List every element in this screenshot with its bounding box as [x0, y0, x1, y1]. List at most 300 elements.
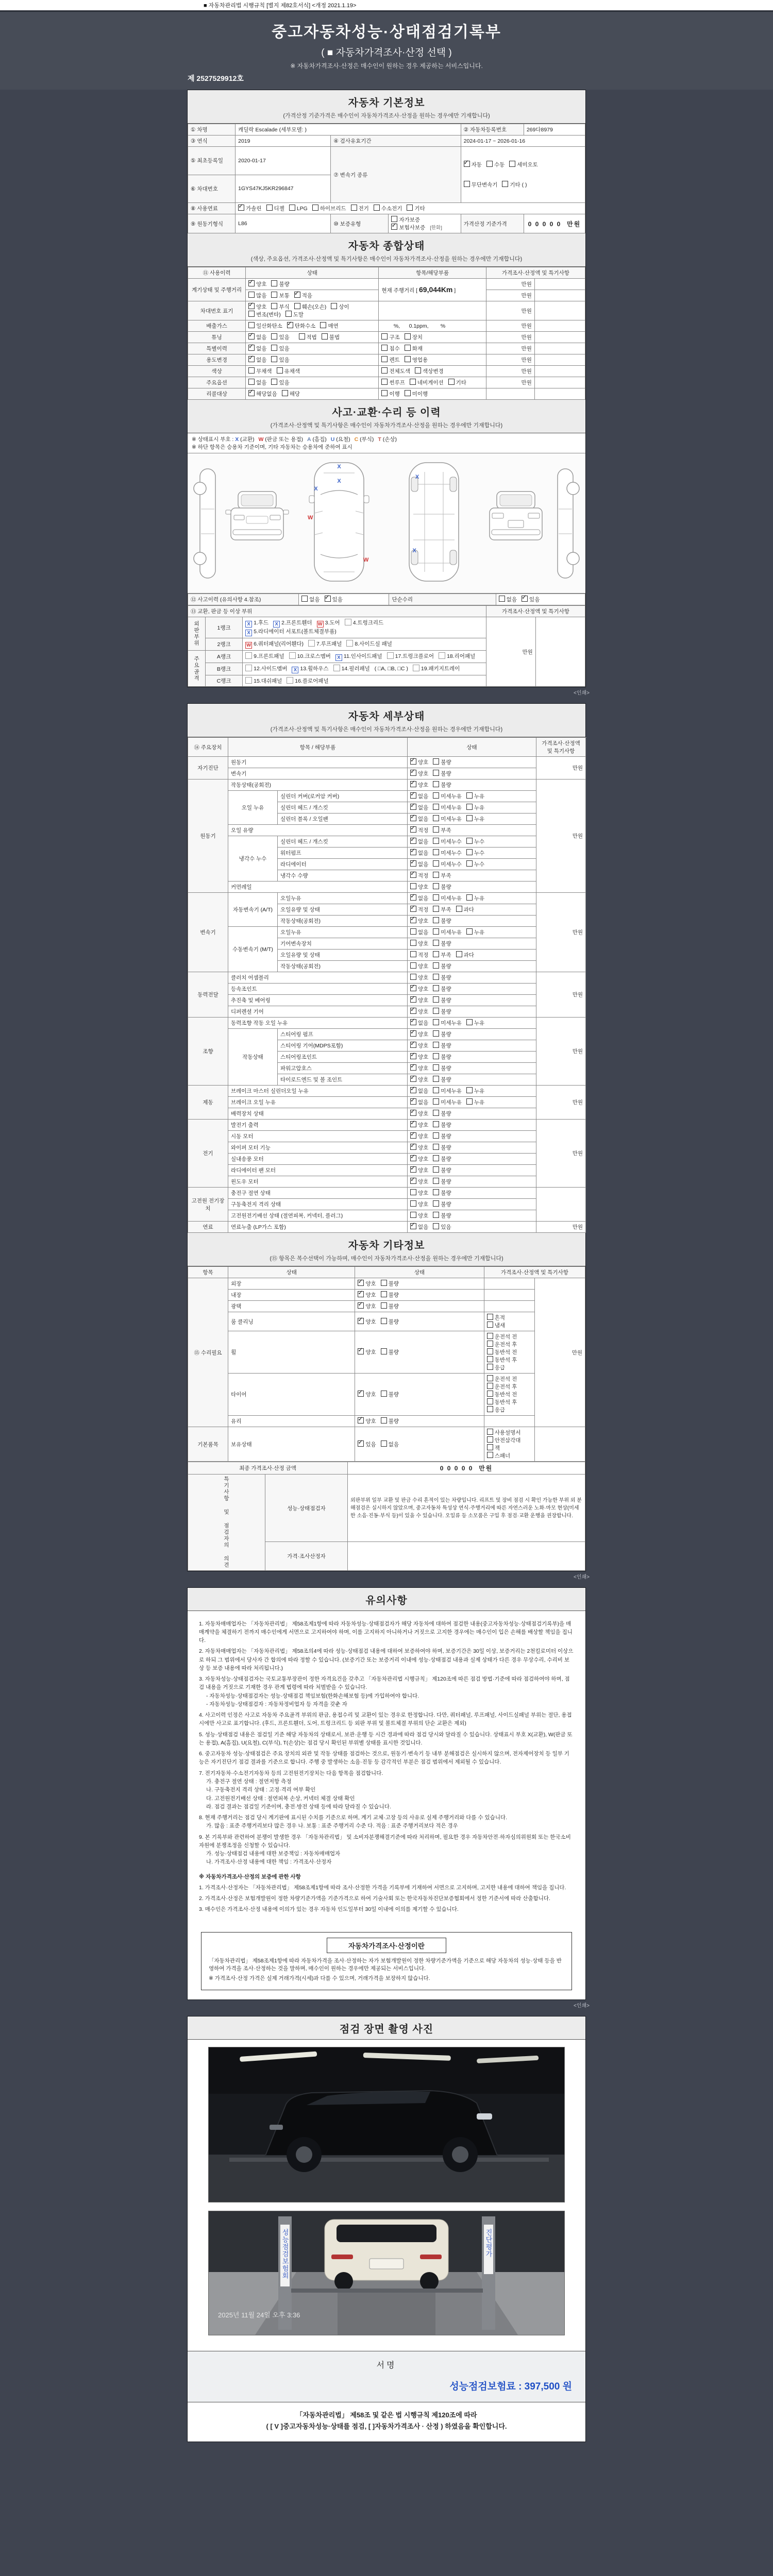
checkbox-box[interactable]: [487, 1341, 493, 1347]
checkbox[interactable]: 불법: [322, 333, 340, 341]
mark-box[interactable]: [346, 640, 353, 647]
checkbox[interactable]: 잭: [487, 1444, 500, 1452]
mark-box[interactable]: [439, 652, 445, 659]
mark-box[interactable]: X: [335, 654, 342, 661]
checkbox[interactable]: 불량: [433, 1200, 451, 1208]
checkbox-box[interactable]: [410, 1212, 416, 1218]
checkbox[interactable]: 색상변경: [415, 367, 444, 375]
checkbox[interactable]: 없음: [410, 928, 428, 936]
part-checkbox[interactable]: 12.사이드멤버: [245, 665, 287, 672]
checkbox-box[interactable]: [410, 894, 416, 901]
checkbox[interactable]: ✓ 양호: [410, 1155, 428, 1163]
checkbox-box[interactable]: [433, 1053, 439, 1059]
checkbox[interactable]: 미세누수: [433, 860, 462, 868]
checkbox[interactable]: 운전석 후: [487, 1383, 517, 1391]
checkbox[interactable]: ✓ 없음: [248, 356, 266, 364]
checkbox-box[interactable]: [410, 1019, 416, 1025]
checkbox-box[interactable]: [487, 1391, 493, 1397]
checkbox-box[interactable]: [433, 906, 439, 912]
checkbox[interactable]: 수소전기: [374, 205, 402, 212]
checkbox-box[interactable]: [433, 928, 439, 935]
checkbox-box[interactable]: [487, 1429, 493, 1435]
checkbox-box[interactable]: [410, 1008, 416, 1014]
checkbox-box[interactable]: [433, 951, 439, 957]
checkbox[interactable]: ✓자동: [464, 161, 482, 168]
checkbox-box[interactable]: [433, 917, 439, 923]
checkbox-box[interactable]: [433, 974, 439, 980]
checkbox-box[interactable]: [433, 860, 439, 867]
checkbox-box[interactable]: [487, 1364, 493, 1370]
mark-box[interactable]: [287, 677, 293, 684]
checkbox[interactable]: 동반석 전: [487, 1348, 517, 1356]
checkbox[interactable]: 불량: [433, 758, 451, 766]
checkbox[interactable]: 누유: [466, 1087, 484, 1095]
checkbox[interactable]: 장치: [405, 333, 423, 341]
checkbox-box[interactable]: [299, 333, 305, 340]
part-checkbox[interactable]: W 3.도어: [317, 619, 340, 628]
checkbox[interactable]: ✓ 양호: [358, 1291, 376, 1299]
checkbox-box[interactable]: [248, 379, 255, 385]
checkbox[interactable]: 흔적: [487, 1314, 505, 1321]
checkbox-box[interactable]: [358, 1280, 364, 1286]
checkbox-box[interactable]: [294, 303, 300, 309]
checkbox[interactable]: 있음: [271, 379, 289, 386]
checkbox-box[interactable]: [433, 872, 439, 878]
checkbox-box[interactable]: [405, 356, 411, 362]
checkbox-box[interactable]: [466, 894, 473, 901]
checkbox-box[interactable]: [487, 1444, 493, 1450]
checkbox[interactable]: 무단변속기: [464, 181, 498, 189]
checkbox-box[interactable]: [248, 345, 255, 351]
checkbox-box[interactable]: [433, 1064, 439, 1071]
checkbox-box[interactable]: [486, 161, 493, 167]
checkbox-box[interactable]: [248, 292, 255, 298]
checkbox-box[interactable]: [381, 367, 388, 374]
checkbox[interactable]: ✓ 양호: [358, 1280, 376, 1287]
checkbox-box[interactable]: [433, 1189, 439, 1195]
checkbox[interactable]: 도말: [285, 311, 304, 318]
checkbox[interactable]: 기타: [407, 205, 425, 212]
checkbox[interactable]: 동반석 전: [487, 1391, 517, 1398]
checkbox[interactable]: ✓ 없음: [410, 860, 428, 868]
checkbox-box[interactable]: [433, 1121, 439, 1127]
checkbox[interactable]: 누유: [466, 792, 484, 800]
mark-box[interactable]: X: [273, 621, 280, 628]
checkbox[interactable]: ✓ 양호: [410, 1132, 428, 1140]
checkbox-box[interactable]: [410, 1189, 416, 1195]
checkbox[interactable]: 양호: [410, 1189, 428, 1197]
checkbox[interactable]: ✓ 양호: [410, 758, 428, 766]
checkbox-box[interactable]: [271, 333, 277, 340]
checkbox[interactable]: ✓ 양호: [410, 1030, 428, 1038]
checkbox-box[interactable]: [433, 758, 439, 765]
checkbox[interactable]: 불량: [381, 1417, 399, 1425]
checkbox-box[interactable]: [271, 356, 277, 362]
checkbox-box[interactable]: [282, 390, 288, 396]
checkbox-box[interactable]: [410, 1132, 416, 1139]
checkbox[interactable]: 불량: [433, 1189, 451, 1197]
checkbox[interactable]: 불량: [433, 917, 451, 925]
part-checkbox[interactable]: X 11.인사이드패널: [335, 652, 382, 661]
checkbox[interactable]: ✓ 없음: [410, 792, 428, 800]
checkbox-box[interactable]: [331, 303, 337, 309]
checkbox-box[interactable]: [410, 860, 416, 867]
mark-box[interactable]: X: [245, 621, 252, 628]
checkbox-box[interactable]: [410, 1166, 416, 1173]
checkbox-box[interactable]: [415, 367, 421, 374]
checkbox-box[interactable]: [410, 996, 416, 1003]
checkbox[interactable]: 화재: [405, 345, 423, 352]
checkbox-box[interactable]: [433, 1030, 439, 1037]
checkbox-box[interactable]: [248, 333, 255, 340]
checkbox[interactable]: ✓ 없음: [410, 838, 428, 845]
checkbox-box[interactable]: [410, 917, 416, 923]
checkbox[interactable]: ✓ 양호: [410, 1053, 428, 1061]
checkbox[interactable]: 스패너: [487, 1452, 510, 1460]
checkbox[interactable]: 불량: [433, 1053, 451, 1061]
checkbox-box[interactable]: [381, 1417, 387, 1423]
checkbox[interactable]: 적법: [299, 333, 317, 341]
part-checkbox[interactable]: 15.대쉬패널: [245, 677, 282, 685]
checkbox-box[interactable]: [410, 1030, 416, 1037]
checkbox-box[interactable]: [410, 804, 416, 810]
checkbox-box[interactable]: [381, 1348, 387, 1354]
checkbox[interactable]: ✓ 적정: [410, 872, 428, 879]
checkbox[interactable]: ✓ 양호: [358, 1348, 376, 1356]
checkbox[interactable]: ✓ 양호: [410, 917, 428, 925]
checkbox[interactable]: 디젤: [266, 205, 284, 212]
mark-box[interactable]: X: [292, 667, 298, 673]
checkbox[interactable]: ✓ 없음: [410, 1019, 428, 1027]
checkbox[interactable]: 침수: [381, 345, 399, 352]
checkbox-box[interactable]: [433, 1098, 439, 1105]
checkbox[interactable]: ✓ 없음: [410, 1087, 428, 1095]
checkbox[interactable]: ✓ 있음: [358, 1440, 376, 1448]
checkbox-box[interactable]: [381, 379, 388, 385]
checkbox[interactable]: 양호: [410, 974, 428, 981]
checkbox[interactable]: ✓ 없음: [410, 804, 428, 811]
checkbox-box[interactable]: [466, 860, 473, 867]
checkbox-box[interactable]: [248, 356, 255, 362]
checkbox-box[interactable]: [405, 390, 411, 396]
checkbox-box[interactable]: [381, 356, 388, 362]
checkbox[interactable]: ✓ 양호: [410, 1008, 428, 1015]
checkbox-box[interactable]: [466, 1098, 473, 1105]
checkbox[interactable]: 불량: [433, 1155, 451, 1163]
checkbox[interactable]: 동반석 후: [487, 1398, 517, 1406]
checkbox[interactable]: 과다: [456, 951, 474, 959]
checkbox[interactable]: 양호: [410, 940, 428, 947]
checkbox-box[interactable]: [487, 1452, 493, 1458]
checkbox-box[interactable]: [381, 1302, 387, 1309]
checkbox-box[interactable]: [351, 205, 357, 211]
checkbox[interactable]: 이행: [381, 390, 399, 398]
checkbox[interactable]: 누수: [466, 860, 484, 868]
checkbox-box[interactable]: [271, 292, 277, 298]
checkbox[interactable]: ✓ 없음: [410, 894, 428, 902]
checkbox[interactable]: 불량: [433, 1042, 451, 1049]
checkbox-box[interactable]: [238, 205, 244, 211]
checkbox-box[interactable]: [381, 1318, 387, 1324]
checkbox[interactable]: 누유: [466, 1019, 484, 1027]
checkbox[interactable]: 훼손(오손): [294, 303, 327, 311]
checkbox-box[interactable]: [410, 838, 416, 844]
checkbox-box[interactable]: [410, 1042, 416, 1048]
mark-box[interactable]: [387, 652, 394, 659]
mark-box[interactable]: [333, 665, 340, 671]
checkbox[interactable]: ✓ 없음: [410, 1223, 428, 1231]
checkbox[interactable]: 사용설명서: [487, 1429, 521, 1436]
checkbox[interactable]: 렌트: [381, 356, 399, 364]
checkbox[interactable]: ✓ 양호: [410, 1144, 428, 1151]
checkbox-box[interactable]: [289, 205, 295, 211]
checkbox-box[interactable]: [466, 1087, 473, 1093]
checkbox[interactable]: 동반석 후: [487, 1356, 517, 1364]
checkbox[interactable]: 부식: [271, 303, 289, 311]
checkbox[interactable]: 불량: [433, 1076, 451, 1083]
checkbox-box[interactable]: [410, 1110, 416, 1116]
checkbox-box[interactable]: [466, 792, 473, 799]
checkbox-box[interactable]: [381, 345, 388, 351]
checkbox-box[interactable]: [248, 311, 255, 317]
checkbox[interactable]: 세미오토: [509, 161, 538, 168]
checkbox-box[interactable]: [487, 1398, 493, 1404]
checkbox-box[interactable]: [410, 872, 416, 878]
checkbox-box[interactable]: [410, 928, 416, 935]
checkbox-box[interactable]: [381, 1280, 387, 1286]
checkbox[interactable]: 불량: [433, 883, 451, 891]
checkbox-box[interactable]: [466, 804, 473, 810]
checkbox-box[interactable]: [410, 1200, 416, 1207]
checkbox-box[interactable]: [248, 322, 255, 328]
checkbox-box[interactable]: [410, 1121, 416, 1127]
checkbox-box[interactable]: [433, 1008, 439, 1014]
checkbox-box[interactable]: [433, 792, 439, 799]
checkbox-box[interactable]: [410, 758, 416, 765]
checkbox-box[interactable]: [248, 367, 255, 374]
checkbox-box[interactable]: [502, 181, 508, 187]
checkbox[interactable]: 미세누유: [433, 1087, 462, 1095]
checkbox-box[interactable]: [433, 770, 439, 776]
checkbox-box[interactable]: [433, 883, 439, 889]
checkbox[interactable]: ✓ 없음: [410, 815, 428, 823]
checkbox-box[interactable]: [487, 1436, 493, 1443]
checkbox[interactable]: 불량: [381, 1391, 399, 1398]
checkbox[interactable]: ✓ 가솔린: [238, 205, 261, 212]
checkbox-box[interactable]: [266, 205, 273, 211]
checkbox-box[interactable]: [433, 1042, 439, 1048]
checkbox[interactable]: ✓ 양호: [410, 1064, 428, 1072]
checkbox[interactable]: 있음: [271, 345, 289, 352]
checkbox-box[interactable]: [466, 928, 473, 935]
checkbox[interactable]: 불량: [271, 280, 289, 288]
checkbox-box[interactable]: [358, 1348, 364, 1354]
checkbox[interactable]: ✓ 적정: [410, 906, 428, 913]
checkbox-box[interactable]: [381, 1291, 387, 1297]
checkbox-box[interactable]: [410, 883, 416, 889]
checkbox-box[interactable]: [381, 390, 388, 396]
checkbox-box[interactable]: [271, 303, 277, 309]
checkbox[interactable]: 불량: [433, 962, 451, 970]
checkbox[interactable]: ✓ 해당없음: [248, 390, 277, 398]
checkbox[interactable]: 구조: [381, 333, 399, 341]
checkbox[interactable]: 누수: [466, 849, 484, 857]
checkbox-box[interactable]: [487, 1406, 493, 1412]
checkbox-box[interactable]: [433, 804, 439, 810]
checkbox-box[interactable]: [410, 1178, 416, 1184]
checkbox-box[interactable]: [433, 1110, 439, 1116]
checkbox[interactable]: 운전석 후: [487, 1341, 517, 1348]
checkbox[interactable]: 미세누유: [433, 1019, 462, 1027]
checkbox[interactable]: 많음: [248, 292, 266, 299]
checkbox-box[interactable]: [487, 1333, 493, 1339]
checkbox[interactable]: 하이브리드: [312, 205, 346, 212]
checkbox-box[interactable]: [410, 974, 416, 980]
checkbox[interactable]: 부족: [433, 872, 451, 879]
mark-box[interactable]: [245, 665, 252, 671]
checkbox[interactable]: ✓양호: [248, 303, 266, 311]
checkbox[interactable]: 미세누수: [433, 849, 462, 857]
checkbox[interactable]: 불량: [381, 1280, 399, 1287]
checkbox[interactable]: 누수: [466, 838, 484, 845]
checkbox[interactable]: ✓ 없음: [248, 345, 266, 352]
checkbox-box[interactable]: [448, 379, 455, 385]
checkbox[interactable]: 누유: [466, 815, 484, 823]
checkbox[interactable]: 불량: [433, 1212, 451, 1219]
checkbox-box[interactable]: [433, 1155, 439, 1161]
checkbox[interactable]: 불량: [381, 1318, 399, 1326]
mark-box[interactable]: W: [245, 642, 252, 649]
checkbox[interactable]: ✓ 양호: [410, 1121, 428, 1129]
checkbox[interactable]: ✓ 양호: [410, 1178, 428, 1185]
checkbox[interactable]: ✓ 있음: [522, 596, 540, 603]
checkbox-box[interactable]: [410, 1064, 416, 1071]
checkbox-box[interactable]: [322, 333, 328, 340]
checkbox[interactable]: 양호: [410, 962, 428, 970]
part-checkbox[interactable]: X 2.프론트휀더: [273, 619, 312, 628]
checkbox-box[interactable]: [487, 1321, 493, 1328]
checkbox[interactable]: ✓ 양호: [410, 781, 428, 789]
checkbox-box[interactable]: [433, 1200, 439, 1207]
checkbox-box[interactable]: [433, 1166, 439, 1173]
part-checkbox[interactable]: 9.프론트패널: [245, 652, 284, 660]
checkbox-box[interactable]: [466, 849, 473, 855]
checkbox-box[interactable]: [407, 205, 413, 211]
checkbox-box[interactable]: [358, 1440, 364, 1447]
checkbox-box[interactable]: [410, 781, 416, 787]
checkbox[interactable]: 불량: [433, 770, 451, 777]
checkbox[interactable]: 부족: [433, 906, 451, 913]
mark-box[interactable]: [289, 652, 296, 659]
checkbox-box[interactable]: [433, 1019, 439, 1025]
checkbox[interactable]: ✓양호: [248, 280, 266, 288]
checkbox[interactable]: 누유: [466, 1098, 484, 1106]
checkbox[interactable]: 운전석 전: [487, 1375, 517, 1383]
checkbox[interactable]: 있음: [271, 333, 289, 341]
checkbox-box[interactable]: [248, 390, 255, 396]
checkbox-box[interactable]: [410, 1087, 416, 1093]
checkbox-box[interactable]: [487, 1356, 493, 1362]
checkbox-box[interactable]: [487, 1375, 493, 1381]
part-checkbox[interactable]: 17.트렁크플로어: [387, 652, 434, 660]
part-checkbox[interactable]: X 1.후드: [245, 619, 268, 628]
checkbox[interactable]: 누유: [466, 894, 484, 902]
checkbox[interactable]: 있음: [271, 356, 289, 364]
checkbox[interactable]: ✓ 없음: [410, 1098, 428, 1106]
checkbox[interactable]: 불량: [433, 1178, 451, 1185]
checkbox[interactable]: 없음: [248, 379, 266, 386]
checkbox[interactable]: 운전석 전: [487, 1333, 517, 1341]
checkbox-box[interactable]: [410, 826, 416, 833]
checkbox-box[interactable]: [433, 1076, 439, 1082]
checkbox[interactable]: 안전삼각대: [487, 1436, 521, 1444]
checkbox-box[interactable]: [499, 596, 505, 602]
checkbox-box[interactable]: [271, 345, 277, 351]
checkbox[interactable]: 미세누유: [433, 815, 462, 823]
checkbox[interactable]: ✓ 양호: [358, 1391, 376, 1398]
checkbox-box[interactable]: [358, 1391, 364, 1397]
checkbox[interactable]: 불량: [381, 1348, 399, 1356]
checkbox[interactable]: 변조(변타): [248, 311, 281, 318]
checkbox[interactable]: 기타: [448, 379, 466, 386]
checkbox-box[interactable]: [410, 1098, 416, 1105]
checkbox-box[interactable]: [294, 292, 300, 298]
checkbox[interactable]: 미세누유: [433, 928, 462, 936]
checkbox-box[interactable]: [358, 1291, 364, 1297]
checkbox-box[interactable]: [312, 205, 318, 211]
checkbox-box[interactable]: [433, 996, 439, 1003]
checkbox[interactable]: 상이: [331, 303, 349, 311]
checkbox[interactable]: ✓ 없음: [410, 849, 428, 857]
mark-box[interactable]: X: [245, 630, 252, 636]
checkbox[interactable]: 불량: [433, 940, 451, 947]
checkbox-box[interactable]: [410, 770, 416, 776]
checkbox[interactable]: 누유: [466, 928, 484, 936]
part-checkbox[interactable]: X 5.라디에이터 서포트(볼트체결부품): [245, 628, 337, 636]
checkbox-box[interactable]: [410, 1155, 416, 1161]
checkbox-box[interactable]: [410, 1076, 416, 1082]
checkbox-box[interactable]: [381, 1391, 387, 1397]
checkbox[interactable]: 매연: [320, 322, 338, 330]
checkbox-box[interactable]: [410, 815, 416, 821]
checkbox[interactable]: 있음: [433, 1223, 451, 1231]
checkbox-box[interactable]: [277, 367, 283, 374]
checkbox-box[interactable]: [433, 940, 439, 946]
checkbox[interactable]: 전기: [351, 205, 369, 212]
checkbox[interactable]: 썬루프: [381, 379, 405, 386]
checkbox-box[interactable]: [410, 940, 416, 946]
checkbox[interactable]: 부족: [433, 951, 451, 959]
part-checkbox[interactable]: 8.사이드실 패널: [346, 640, 392, 648]
checkbox[interactable]: 보통: [271, 292, 289, 299]
checkbox[interactable]: ✓ 양호: [358, 1302, 376, 1310]
checkbox-box[interactable]: [456, 906, 462, 912]
part-checkbox[interactable]: 10.크로스멤버: [289, 652, 331, 660]
checkbox[interactable]: 냄새: [487, 1321, 505, 1329]
checkbox-box[interactable]: [433, 985, 439, 991]
checkbox-box[interactable]: [405, 345, 411, 351]
checkbox[interactable]: 불량: [381, 1302, 399, 1310]
checkbox-box[interactable]: [410, 849, 416, 855]
checkbox[interactable]: ✓ 있음: [325, 596, 343, 603]
checkbox[interactable]: 미세누유: [433, 804, 462, 811]
checkbox-box[interactable]: [285, 311, 292, 317]
checkbox-box[interactable]: [410, 1223, 416, 1229]
checkbox-box[interactable]: [271, 280, 277, 286]
checkbox[interactable]: 누유: [466, 804, 484, 811]
checkbox-box[interactable]: [456, 951, 462, 957]
checkbox-box[interactable]: [271, 379, 277, 385]
